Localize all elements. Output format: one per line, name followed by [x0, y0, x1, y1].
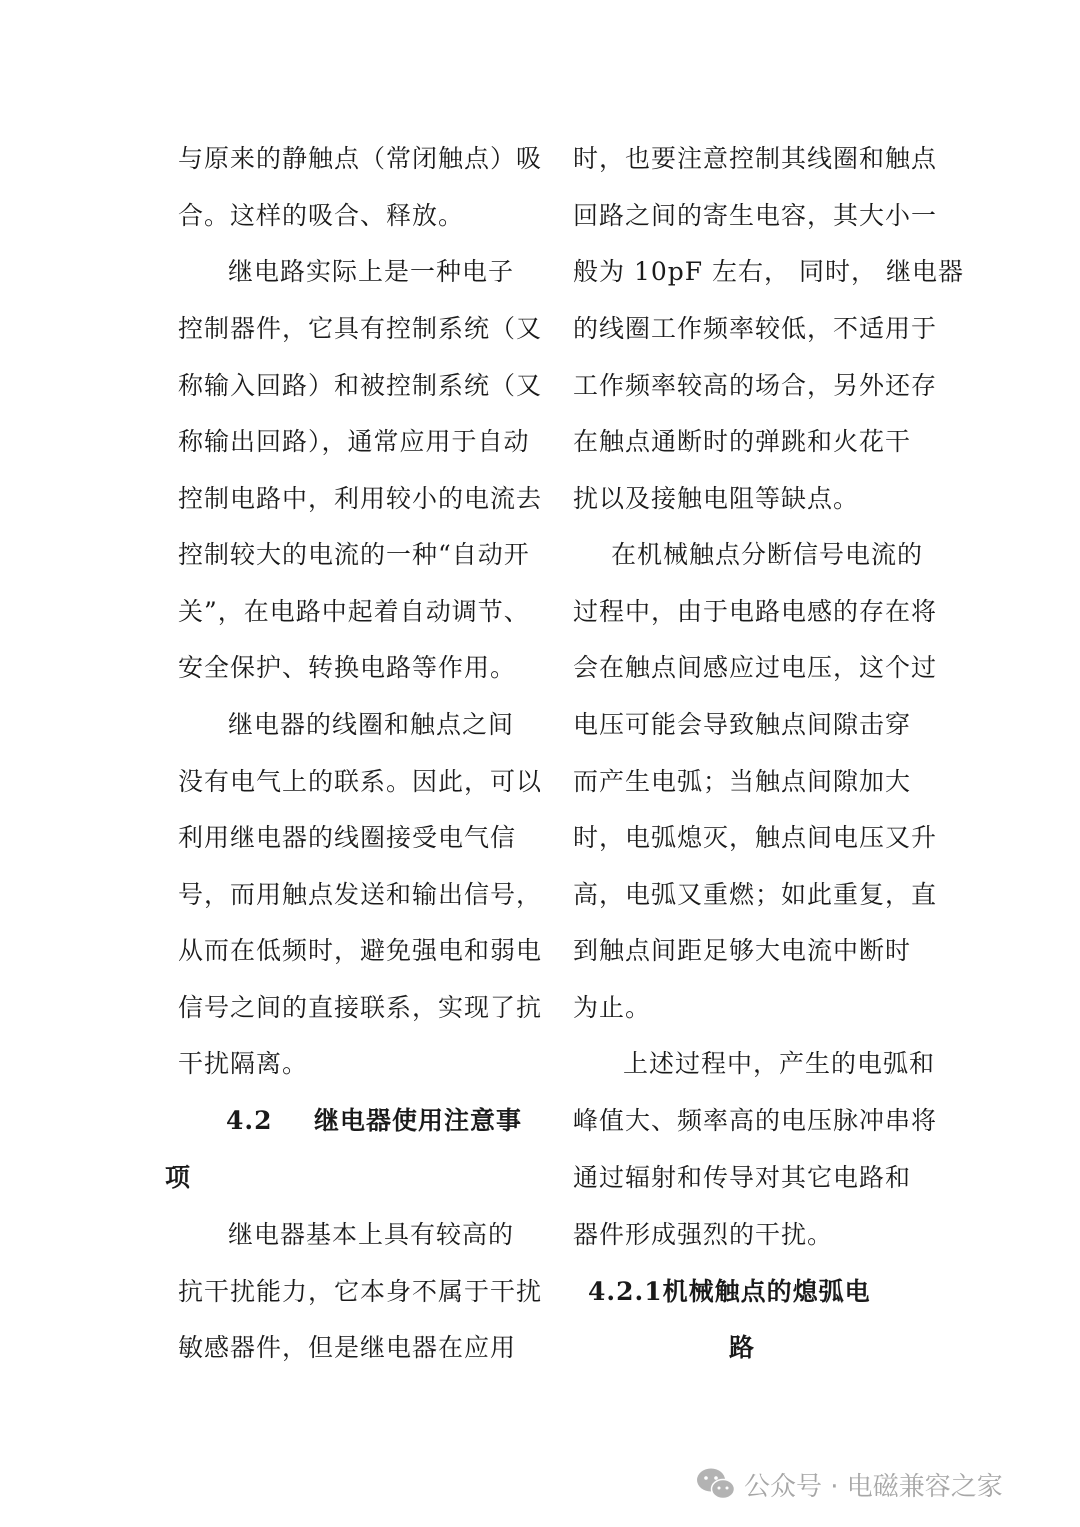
left-line-15: 从而在低频时，避免强电和弱电 [178, 936, 543, 965]
section-heading-continuation: 项 [165, 1163, 192, 1192]
right-line-7: 扰以及接触电阻等缺点。 [573, 484, 860, 513]
left-line-14: 号，而用触点发送和输出信号， [178, 880, 543, 909]
right-line-19: 通过辐射和传导对其它电路和 [573, 1163, 912, 1192]
left-line-1: 与原来的静触点（常闭触点）吸 [178, 144, 543, 173]
right-line-6: 在触点通断时的弹跳和火花干 [573, 427, 912, 456]
left-line-3: 继电路实际上是一种电子 [228, 257, 515, 286]
left-line-11: 继电器的线圈和触点之间 [228, 710, 515, 739]
section-heading-title: 继电器使用注意事 [314, 1106, 523, 1135]
right-line-17: 上述过程中，产生的电弧和 [623, 1049, 936, 1078]
left-line-16: 信号之间的直接联系，实现了抗 [178, 993, 543, 1022]
right-line-5: 工作频率较高的场合，另外还存 [573, 371, 938, 400]
right-line-1: 时，也要注意控制其线圈和触点 [573, 144, 938, 173]
subsection-heading-continuation: 路 [729, 1333, 756, 1362]
right-line-16: 为止。 [573, 993, 652, 1022]
left-line-6: 称输出回路），通常应用于自动 [178, 427, 530, 456]
right-line-4: 的线圈工作频率较低，不适用于 [573, 314, 938, 343]
left-after-line-1: 继电器基本上具有较高的 [228, 1220, 515, 1249]
right-line-10: 会在触点间感应过电压，这个过 [573, 653, 938, 682]
right-line-11: 电压可能会导致触点间隙击穿 [573, 710, 912, 739]
right-line-20: 器件形成强烈的干扰。 [573, 1220, 834, 1249]
watermark [696, 1462, 1003, 1506]
right-line-18: 峰值大、频率高的电压脉冲串将 [573, 1106, 938, 1135]
left-after-line-2: 抗干扰能力，它本身不属于干扰 [178, 1277, 543, 1306]
left-line-12: 没有电气上的联系。因此，可以 [178, 767, 543, 796]
watermark-text: 公众号 · 电磁兼容之家 [744, 1471, 1003, 1502]
left-line-8: 控制较大的电流的一种“自动开 [178, 540, 530, 569]
section-heading-number: 4.2 [226, 1106, 273, 1135]
right-line-12: 而产生电弧；当触点间隙加大 [573, 767, 912, 796]
right-line-3: 般为 10pF 左右， 同时， 继电器 [573, 257, 964, 286]
left-line-9: 关”，在电路中起着自动调节、 [178, 597, 530, 626]
left-line-10: 安全保护、转换电路等作用。 [178, 653, 517, 682]
right-line-9: 过程中，由于电路电感的存在将 [573, 597, 938, 626]
right-line-13: 时，电弧熄灭，触点间电压又升 [573, 823, 938, 852]
wechat-icon [696, 1467, 736, 1501]
right-line-14: 高，电弧又重燃；如此重复，直 [573, 880, 938, 909]
left-line-7: 控制电路中，利用较小的电流去 [178, 484, 543, 513]
right-line-15: 到触点间距足够大电流中断时 [573, 936, 912, 965]
left-line-5: 称输入回路）和被控制系统（又 [178, 371, 543, 400]
left-line-2: 合。这样的吸合、释放。 [178, 201, 465, 230]
right-line-8: 在机械触点分断信号电流的 [611, 540, 924, 569]
left-after-line-3: 敏感器件，但是继电器在应用 [178, 1333, 517, 1362]
subsection-heading-title: 4.2.1机械触点的熄弧电 [588, 1277, 871, 1306]
left-line-13: 利用继电器的线圈接受电气信 [178, 823, 517, 852]
right-line-2: 回路之间的寄生电容，其大小一 [573, 201, 938, 230]
left-line-4: 控制器件，它具有控制系统（又 [178, 314, 543, 343]
left-line-17: 干扰隔离。 [178, 1049, 309, 1078]
